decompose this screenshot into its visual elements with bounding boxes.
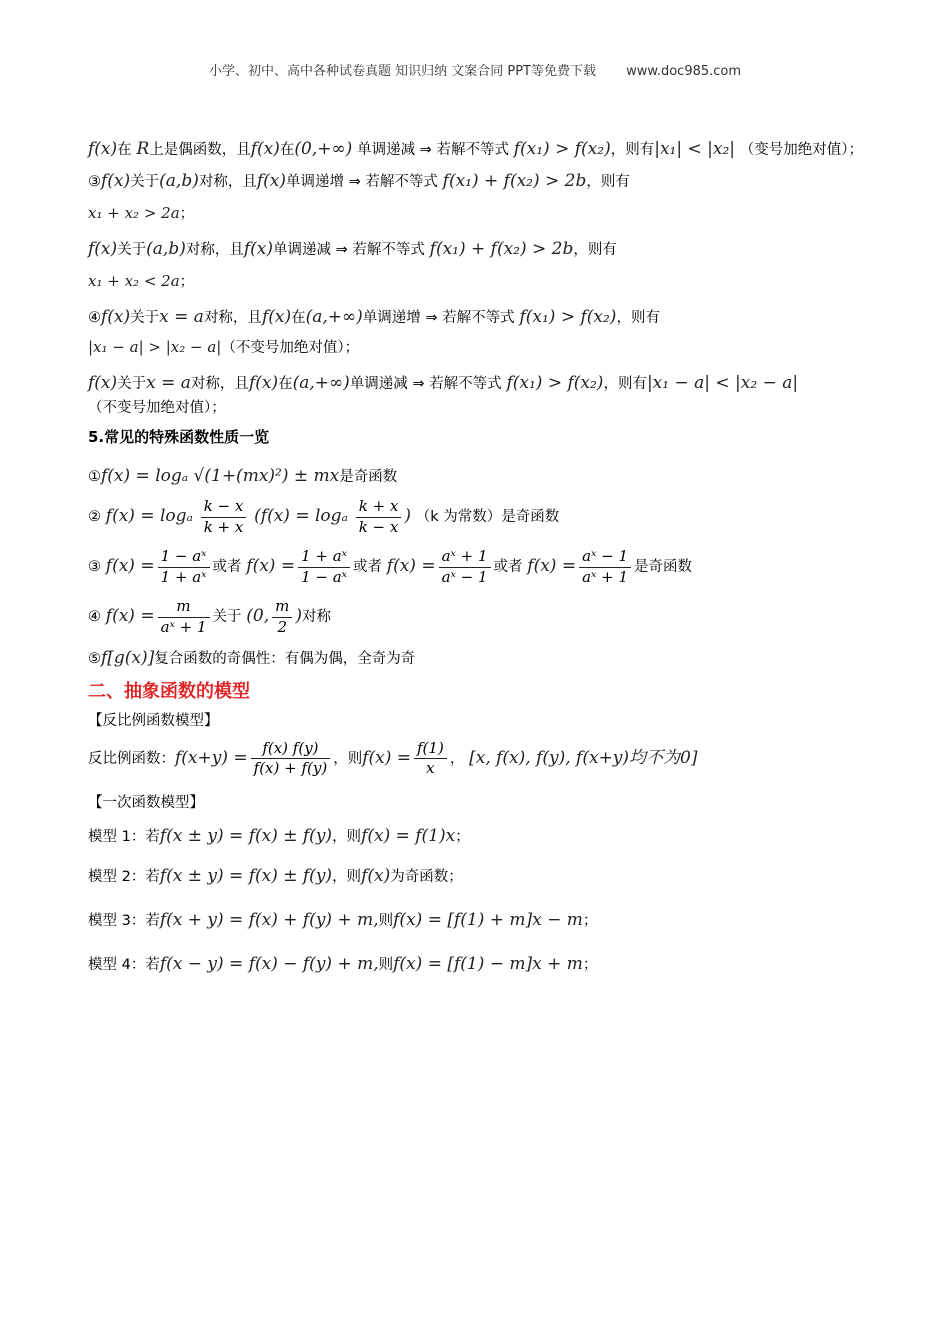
math-fx: f(x)	[88, 239, 118, 260]
fraction: $\frac{k - x}{k + x}$	[201, 497, 247, 537]
item-number: ⑤	[88, 651, 101, 668]
math-fx: f(x)	[88, 372, 118, 393]
item-number: ④	[88, 309, 101, 326]
text: ；	[179, 274, 195, 291]
property-2	[88, 497, 868, 537]
math-axis: x = a	[146, 372, 191, 393]
text: 在	[279, 142, 295, 158]
fraction: $\frac{f(1)}{x}$	[414, 739, 447, 779]
line-axis-decreasing	[88, 372, 868, 394]
text: 或者	[493, 559, 523, 576]
text: 是奇函数	[339, 469, 398, 486]
math-fx: f(x)	[88, 139, 118, 159]
math-axis: x = a	[159, 306, 204, 327]
text: 模型 4：若	[88, 956, 160, 973]
model-1	[88, 825, 868, 847]
math-fx: f(x)	[101, 171, 131, 192]
text: ，则	[333, 750, 363, 767]
fraction: $\frac{m}{\text{aˣ + 1}}$	[158, 597, 210, 637]
text: 关于	[130, 309, 160, 326]
math-formula: f(x ± y) = f(x) ± f(y)	[159, 865, 333, 886]
math-formula: (f(x) = logₐ	[254, 506, 348, 527]
text: ，则有	[616, 309, 660, 326]
math-inequality: f(x₁) > f(x₂)	[513, 139, 611, 159]
linear-model-title	[88, 793, 868, 813]
text: 模型 1：若	[88, 828, 160, 845]
text: 对称，且	[198, 174, 257, 191]
math-formula: f(x) =	[386, 556, 436, 577]
text: （不变号加绝对值）；	[221, 340, 360, 357]
text: ，则	[332, 828, 362, 845]
text: ；	[455, 828, 470, 845]
property-5	[88, 647, 868, 669]
subsection-title: 【反比例函数模型】	[88, 712, 219, 729]
text: （变号加绝对值）；	[739, 142, 864, 158]
text: ；	[179, 206, 195, 223]
math-inequality: f(x₁) > f(x₂)	[506, 372, 604, 393]
text: 则	[378, 912, 394, 929]
text: 单调递减 ⇒ 若解不等式	[349, 375, 502, 392]
fraction: $\frac{\text{aˣ + 1}}{\text{aˣ − 1}}$	[439, 547, 491, 587]
text: 关于	[117, 375, 147, 392]
math-formula: f(x − y) = f(x) − f(y) + m,	[159, 953, 379, 974]
text: 在	[291, 309, 306, 326]
line-axis-increasing	[88, 306, 868, 328]
text: ，	[449, 750, 465, 767]
line-result-1	[88, 204, 868, 224]
text: （k 为常数）是奇函数	[415, 509, 560, 526]
math-interval: (a,+∞)	[305, 306, 363, 327]
text: 模型 3：若	[88, 912, 160, 929]
math-point: (a,b)	[159, 171, 199, 192]
text: 上是偶函数，且	[149, 142, 251, 158]
text: ，则	[332, 868, 362, 885]
section-title: 二、抽象函数的模型	[88, 680, 250, 702]
text: 关于	[212, 609, 242, 626]
text: 单调递增 ⇒ 若解不等式	[286, 174, 438, 191]
text: 则	[378, 956, 394, 973]
math-abs: |x₁| < |x₂|	[654, 139, 735, 159]
math-formula: f(x + y) = f(x) + f(y) + m,	[159, 909, 379, 930]
item-number: ③	[88, 174, 101, 191]
document-body	[88, 138, 868, 975]
math-formula: f(x+y) =	[175, 747, 248, 768]
item-number: ②	[88, 509, 101, 526]
math-result: x₁ + x₂ > 2a	[88, 204, 180, 223]
text: 关于	[130, 174, 160, 191]
math-inequality: f(x₁) + f(x₂) > 2b	[429, 239, 574, 260]
section-5-heading	[88, 428, 868, 448]
math-formula: f(x) =	[105, 556, 155, 577]
fraction: $\frac{f(x) f(y)}{f(x) + f(y)}$	[251, 739, 331, 779]
text: 对称，且	[185, 242, 244, 259]
math-formula: f(x) =	[362, 747, 411, 768]
item-number: ③	[88, 559, 101, 576]
section-2-heading	[88, 680, 868, 703]
math-point: (a,b)	[146, 239, 186, 260]
text: ，则有	[603, 375, 647, 392]
text: 在	[117, 142, 132, 158]
math-point: (0,	[246, 606, 270, 627]
text: 或者	[212, 559, 242, 576]
text: 反比例函数：	[88, 750, 175, 767]
item-number: ④	[88, 609, 101, 626]
property-4	[88, 597, 868, 637]
line-result-3	[88, 338, 868, 358]
math-formula: f(x ± y) = f(x) ± f(y)	[159, 825, 333, 846]
text: 模型 2：若	[88, 868, 160, 885]
math-paren: )	[295, 606, 303, 627]
fraction: $\frac{k + x}{k - x}$	[356, 497, 402, 537]
math-inequality: f(x₁) + f(x₂) > 2b	[442, 171, 587, 192]
math-formula: f(x) = [f(1) − m]x + m	[393, 953, 583, 974]
math-formula: f[g(x)]	[101, 648, 155, 669]
line-symmetric-decreasing	[88, 238, 868, 260]
text: 单调递减 ⇒ 若解不等式	[273, 242, 425, 259]
text: 单调递减 ⇒ 若解不等式	[357, 142, 509, 158]
text: 对称，且	[190, 375, 249, 392]
text: ，则有	[586, 174, 630, 191]
fraction: $\frac{\text{aˣ − 1}}{\text{aˣ + 1}}$	[579, 547, 631, 587]
property-3	[88, 547, 868, 587]
text: ；	[582, 956, 598, 973]
math-interval: (a,+∞)	[292, 372, 350, 393]
text: 关于	[117, 242, 147, 259]
math-formula: f(x) = logₐ	[105, 506, 193, 527]
header-text: 小学、初中、高中各种试卷真题 知识归纳 文案合同 PPT等免费下载	[208, 64, 596, 79]
subsection-title: 【一次函数模型】	[88, 794, 204, 811]
math-fx: f(x)	[256, 171, 286, 192]
line-result-2	[88, 272, 868, 292]
line-note	[88, 398, 868, 418]
inverse-model-title	[88, 711, 868, 731]
math-inequality: f(x₁) > f(x₂)	[519, 306, 617, 327]
section-title: 5.常见的特殊函数性质一览	[88, 427, 270, 446]
math-result: x₁ + x₂ < 2a	[88, 272, 180, 291]
text: 为奇函数；	[390, 868, 463, 885]
text: （不变号加绝对值）；	[88, 400, 226, 416]
math-condition: [x, f(x), f(y), f(x+y)均不为0]	[469, 747, 698, 768]
math-formula: f(x) =	[105, 606, 155, 627]
fraction: $\frac{\text{1 + aˣ}}{\text{1 − aˣ}}$	[298, 547, 350, 587]
text: 对称，且	[203, 309, 262, 326]
text: 复合函数的奇偶性：有偶为偶，全奇为奇	[154, 651, 416, 668]
math-formula: f(x) = logₐ √(1+(mx)²) ± mx	[101, 466, 340, 487]
text: ，则有	[573, 242, 617, 259]
line-symmetric-increasing	[88, 170, 868, 192]
model-2	[88, 865, 868, 887]
math-fx: f(x)	[261, 306, 292, 327]
math-fx: f(x)	[101, 306, 131, 327]
math-formula: f(x) =	[246, 556, 296, 577]
model-3	[88, 909, 868, 931]
property-1	[88, 465, 868, 487]
math-formula: f(x) = f(1)x	[361, 825, 456, 846]
text: ；	[582, 912, 598, 929]
text: 对称	[302, 609, 332, 626]
inverse-model	[88, 739, 868, 779]
text: ，则有	[610, 142, 655, 158]
model-4	[88, 953, 868, 975]
math-r: R	[136, 139, 150, 159]
math-formula: f(x) =	[527, 556, 577, 577]
line-even-decreasing	[88, 138, 868, 160]
text: 是奇函数	[634, 559, 692, 576]
fraction: $\frac{m}{2}$	[272, 597, 292, 637]
math-fx: f(x)	[248, 372, 279, 393]
math-interval: (0,+∞)	[294, 139, 353, 159]
math-abs: |x₁ − a| < |x₂ − a|	[646, 372, 799, 393]
page-header	[0, 60, 950, 79]
math-formula: f(x)	[361, 865, 391, 886]
text: 在	[278, 375, 293, 392]
text: 单调递增 ⇒ 若解不等式	[362, 309, 515, 326]
fraction: $\frac{\text{1 − aˣ}}{\text{1 + aˣ}}$	[158, 547, 210, 587]
math-paren: )	[404, 506, 411, 527]
math-fx: f(x)	[250, 139, 280, 159]
math-formula: f(x) = [f(1) + m]x − m	[393, 909, 583, 930]
math-result: |x₁ − a| > |x₂ − a|	[88, 338, 222, 357]
header-site: www.doc985.com	[626, 64, 742, 79]
text: 或者	[353, 559, 382, 576]
math-fx: f(x)	[243, 239, 273, 260]
item-number: ①	[88, 469, 101, 486]
